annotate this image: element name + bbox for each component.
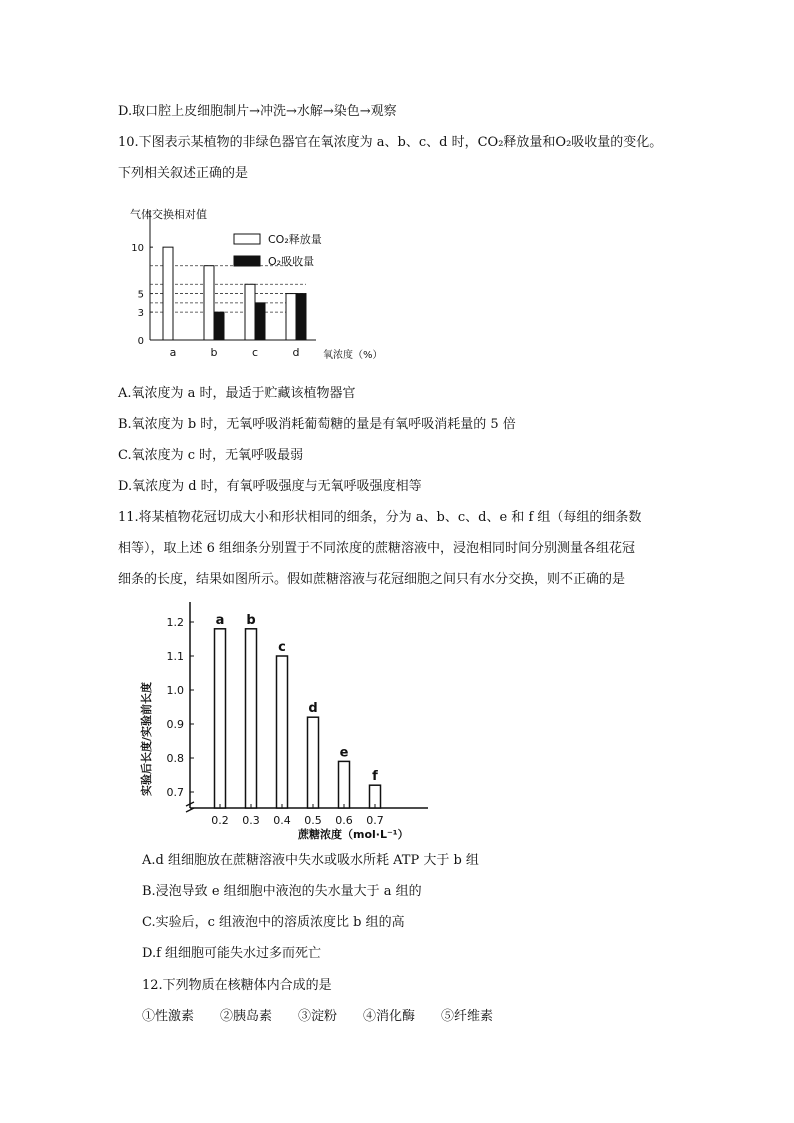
q12-options: ①性激素 ②胰岛素 ③淀粉 ④消化酶 ⑤纤维素: [142, 1009, 494, 1024]
q11-option-c: C.实验后，c 组液泡中的溶质浓度比 b 组的高: [142, 915, 405, 930]
bar-label: f: [372, 769, 378, 785]
o2-bar-c: [255, 303, 265, 340]
bar-label: b: [246, 612, 256, 628]
bar-label: d: [308, 701, 318, 717]
y-tick-label: 0.7: [166, 786, 184, 799]
y-tick-label: 10: [131, 243, 144, 255]
q10-option-c: C.氧浓度为 c 时，无氧呼吸最弱: [118, 448, 304, 463]
q10-option-a: A.氧浓度为 a 时，最适于贮藏该植物器官: [118, 386, 356, 401]
gas-exchange-chart: [118, 198, 408, 368]
length-bar-d: [308, 717, 319, 808]
y-axis-label: 实验后长度/实验前长度: [140, 681, 153, 796]
length-bar-e: [339, 761, 350, 808]
co2-bar-a: [163, 247, 173, 340]
x-tick-label: 0.6: [335, 814, 353, 827]
q10-option-b: B.氧浓度为 b 时，无氧呼吸消耗葡萄糖的量是有氧呼吸消耗量的 5 倍: [118, 417, 516, 432]
q9-option-d: D.取口腔上皮细胞制片→冲洗→水解→染色→观察: [118, 104, 397, 119]
q10-option-d: D.氧浓度为 d 时，有氧呼吸强度与无氧呼吸强度相等: [118, 479, 422, 494]
y-tick-label: 1.0: [166, 684, 184, 697]
y-tick-label: 0.9: [166, 718, 184, 731]
co2-bar-c: [245, 284, 255, 340]
y-tick-label: 1.2: [166, 616, 184, 629]
co2-bar-d: [286, 294, 296, 340]
q11-stem-line-2: 相等），取上述 6 组细条分别置于不同浓度的蔗糖溶液中，浸泡相同时间分别测量各组花冠: [118, 541, 636, 556]
x-tick-label: b: [210, 346, 218, 359]
length-bar-b: [246, 629, 257, 808]
x-tick-label: 0.4: [273, 814, 291, 827]
x-axis-label: 氧浓度（%）: [323, 350, 383, 361]
q12-stem: 12.下列物质在核糖体内合成的是: [142, 978, 332, 993]
o2-bar-d: [296, 294, 306, 340]
x-tick-label: 0.5: [304, 814, 322, 827]
x-tick-label: 0.7: [366, 814, 384, 827]
legend-co2-label: CO₂释放量: [268, 233, 322, 246]
length-bar-c: [277, 656, 288, 808]
q11-stem-line-3: 细条的长度，结果如图所示。假如蔗糖溶液与花冠细胞之间只有水分交换，则不正确的是: [118, 572, 626, 587]
q11-option-b: B.浸泡导致 e 组细胞中液泡的失水量大于 a 组的: [142, 884, 422, 899]
legend-co2-swatch: [234, 234, 260, 244]
q11-stem-line-1: 11.将某植物花冠切成大小和形状相同的细条，分为 a、b、c、d、e 和 f 组（每组的细条数: [118, 510, 642, 525]
o2-bar-b: [214, 312, 224, 340]
length-bar-a: [215, 629, 226, 808]
y-tick-label: 1.1: [166, 650, 184, 663]
x-tick-label: 0.3: [242, 814, 260, 827]
y-axis-label: 气体交换相对值: [130, 208, 207, 221]
y-tick-label: 5: [137, 289, 144, 301]
q10-stem-line-1: 10.下图表示某植物的非绿色器官在氧浓度为 a、b、c、d 时，CO₂释放量和O₂吸收量的变化。: [118, 135, 663, 150]
y-tick-label: 0.8: [166, 752, 184, 765]
q11-option-d: D.f 组细胞可能失水过多而死亡: [142, 946, 322, 961]
x-tick-label: a: [169, 346, 177, 359]
bar-label: c: [278, 640, 286, 655]
co2-bar-b: [204, 266, 214, 340]
x-tick-label: 0.2: [211, 814, 229, 827]
legend-o2-swatch: [234, 256, 260, 266]
y-tick-label: 0: [137, 336, 144, 347]
x-tick-label: d: [292, 346, 300, 359]
q10-stem-line-2: 下列相关叙述正确的是: [118, 166, 249, 181]
q11-option-a: A.d 组细胞放在蔗糖溶液中失水或吸水所耗 ATP 大于 b 组: [142, 853, 479, 868]
bar-label: a: [215, 612, 225, 628]
y-tick-label: 3: [137, 308, 144, 320]
x-tick-label: c: [251, 346, 259, 359]
legend-o2-label: O₂吸收量: [268, 255, 315, 268]
sucrose-length-chart: [130, 596, 450, 846]
x-axis-label: 蔗糖浓度（mol·L⁻¹）: [298, 828, 409, 841]
bar-label: e: [339, 745, 349, 761]
